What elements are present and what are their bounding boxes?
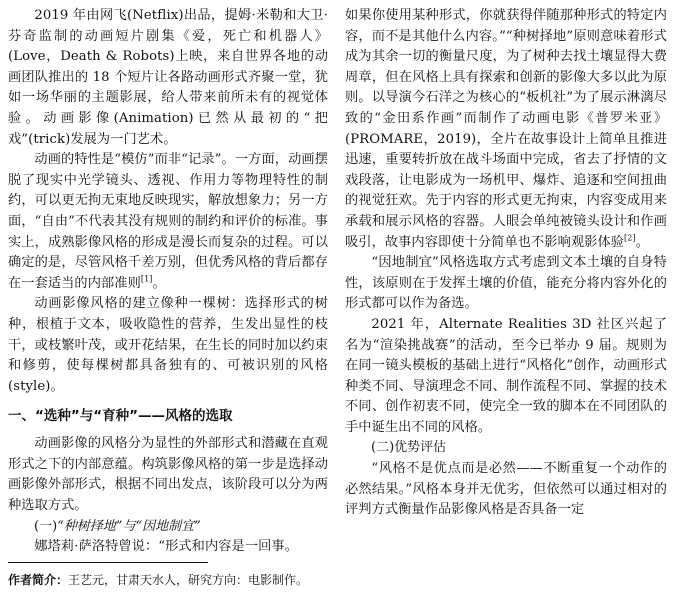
- footnote-text: 王艺元，甘肃天水人，研究方向：电影制作。: [68, 573, 309, 587]
- subsection-heading-2: (二)优势评估: [371, 440, 447, 456]
- right-column: [345, 6, 667, 521]
- paragraph-intro: 2019 年由网飞(Netflix)出品，提姆·米勒和大卫·芬奇监制的动画短片剧集《爱，死亡和机器人》(Love，Death & Robots)上映，来自世界各地的动画团队推出的 18 个短片让各路动画形式齐聚一堂，犹如一场华丽的主题影展，给人带来前所未有的视觉体验。动画影像(Animation)已然从最初的“把戏”(trick)发展为一门艺术。: [8, 8, 328, 147]
- paragraph-tree-metaphor: 动画影像风格的建立像种一棵树：选择形式的树种，根植于文本，吸收隐性的营养，生发出显性的枝干，或枝繁叶茂，或开花结果，在生长的同时加以约束和修剪，使每棵树都具备独有的、可被识别的风格(style)。: [8, 296, 328, 394]
- paragraph-animation-traits: 动画的特性是“模仿”而非“记录”。一方面，动画摆脱了现实中光学镜头、透视、作用力等物理特性的制约，可以更无拘无束地反映现实，解放想象力；另一方面，“自由”不代表其没有规则的制约和评价的标准。事实上，成熟影像风格的形成是漫长而复杂的过程。可以确定的是，尽管风格千差万别，但优秀风格的背后都存在一套适当的内部准则[1]。: [8, 152, 328, 291]
- paragraph-style-evaluation: “风格不是优点而是必然——不断重复一个动作的必然结果。”风格本身并无优劣，但依然可以通过相对的评判方式衡量作品影像风格是否具备一定: [345, 461, 667, 518]
- paragraph-sarraute-quote: 娜塔莉·萨洛特曾说：“形式和内容是一回事。: [34, 539, 298, 555]
- footnote-label: 作者简介：: [8, 573, 69, 587]
- author-footnote: [8, 571, 308, 589]
- citation-ref-1[interactable]: [1]: [140, 274, 153, 284]
- paragraph-adapt-to-soil: “因地制宜”风格选取方式考虑到文本土壤的自身特性，该原则在于发挥土壤的价值，能充分将内容外化的形式都可以作为备选。: [345, 255, 667, 312]
- footnote-divider: [8, 562, 208, 563]
- subsection-heading-1: (一)“种树择地”与“因地制宜”: [34, 518, 201, 534]
- left-column: [8, 6, 328, 558]
- paragraph-style-intro: 动画影像的风格分为显性的外部形式和潜藏在直观形式之下的内部意蕴。构筑影像风格的第一步是选择动画影像外部形式，根据不同出发点，该阶段可以分为两种选取方式。: [8, 436, 328, 514]
- section-heading-1: 一、“选种”与“育种”——风格的选取: [8, 408, 233, 425]
- citation-ref-2[interactable]: [2]: [624, 233, 636, 243]
- paragraph-promare: 如果你使用某种形式，你就获得伴随那种形式的特定内容，而不是其他什么内容。”“种树择地”原则意味着形式成为其余一切的衡量尺度，为了树种去找土壤显得大费周章，但在风格上具有探索和创新的影像大多以此为原则。以导演今石洋之为核心的“板机社”为了展示淋漓尽致的“金田系作画”而制作了动画电影《普罗米亚》(PROMARE，2019)，全片在故事设计上简单且推进迅速，重要转折放在战斗场面中完成，省去了抒情的文戏段落，让电影成为一场机甲、爆炸、追逐和空间扭曲的视觉狂欢。先于内容的形式更无拘束，内容变成用来承载和展示风格的容器。人眼会单纯被镜头设计和作画吸引，故事内容即使十分简单也不影响观影体验[2]。: [345, 8, 667, 250]
- paragraph-render-challenge: 2021 年，Alternate Realities 3D 社区兴起了名为“渲染挑战赛”的活动，至今已举办 9 届。规则为在同一镜头模板的基础上进行“风格化”创作，动画形式种类不同、导演理念不同、制作流程不同、掌握的技术不同、创作初衷不同，使完全一致的脚本在不同团队的手中诞生出不同的风格。: [345, 316, 667, 435]
